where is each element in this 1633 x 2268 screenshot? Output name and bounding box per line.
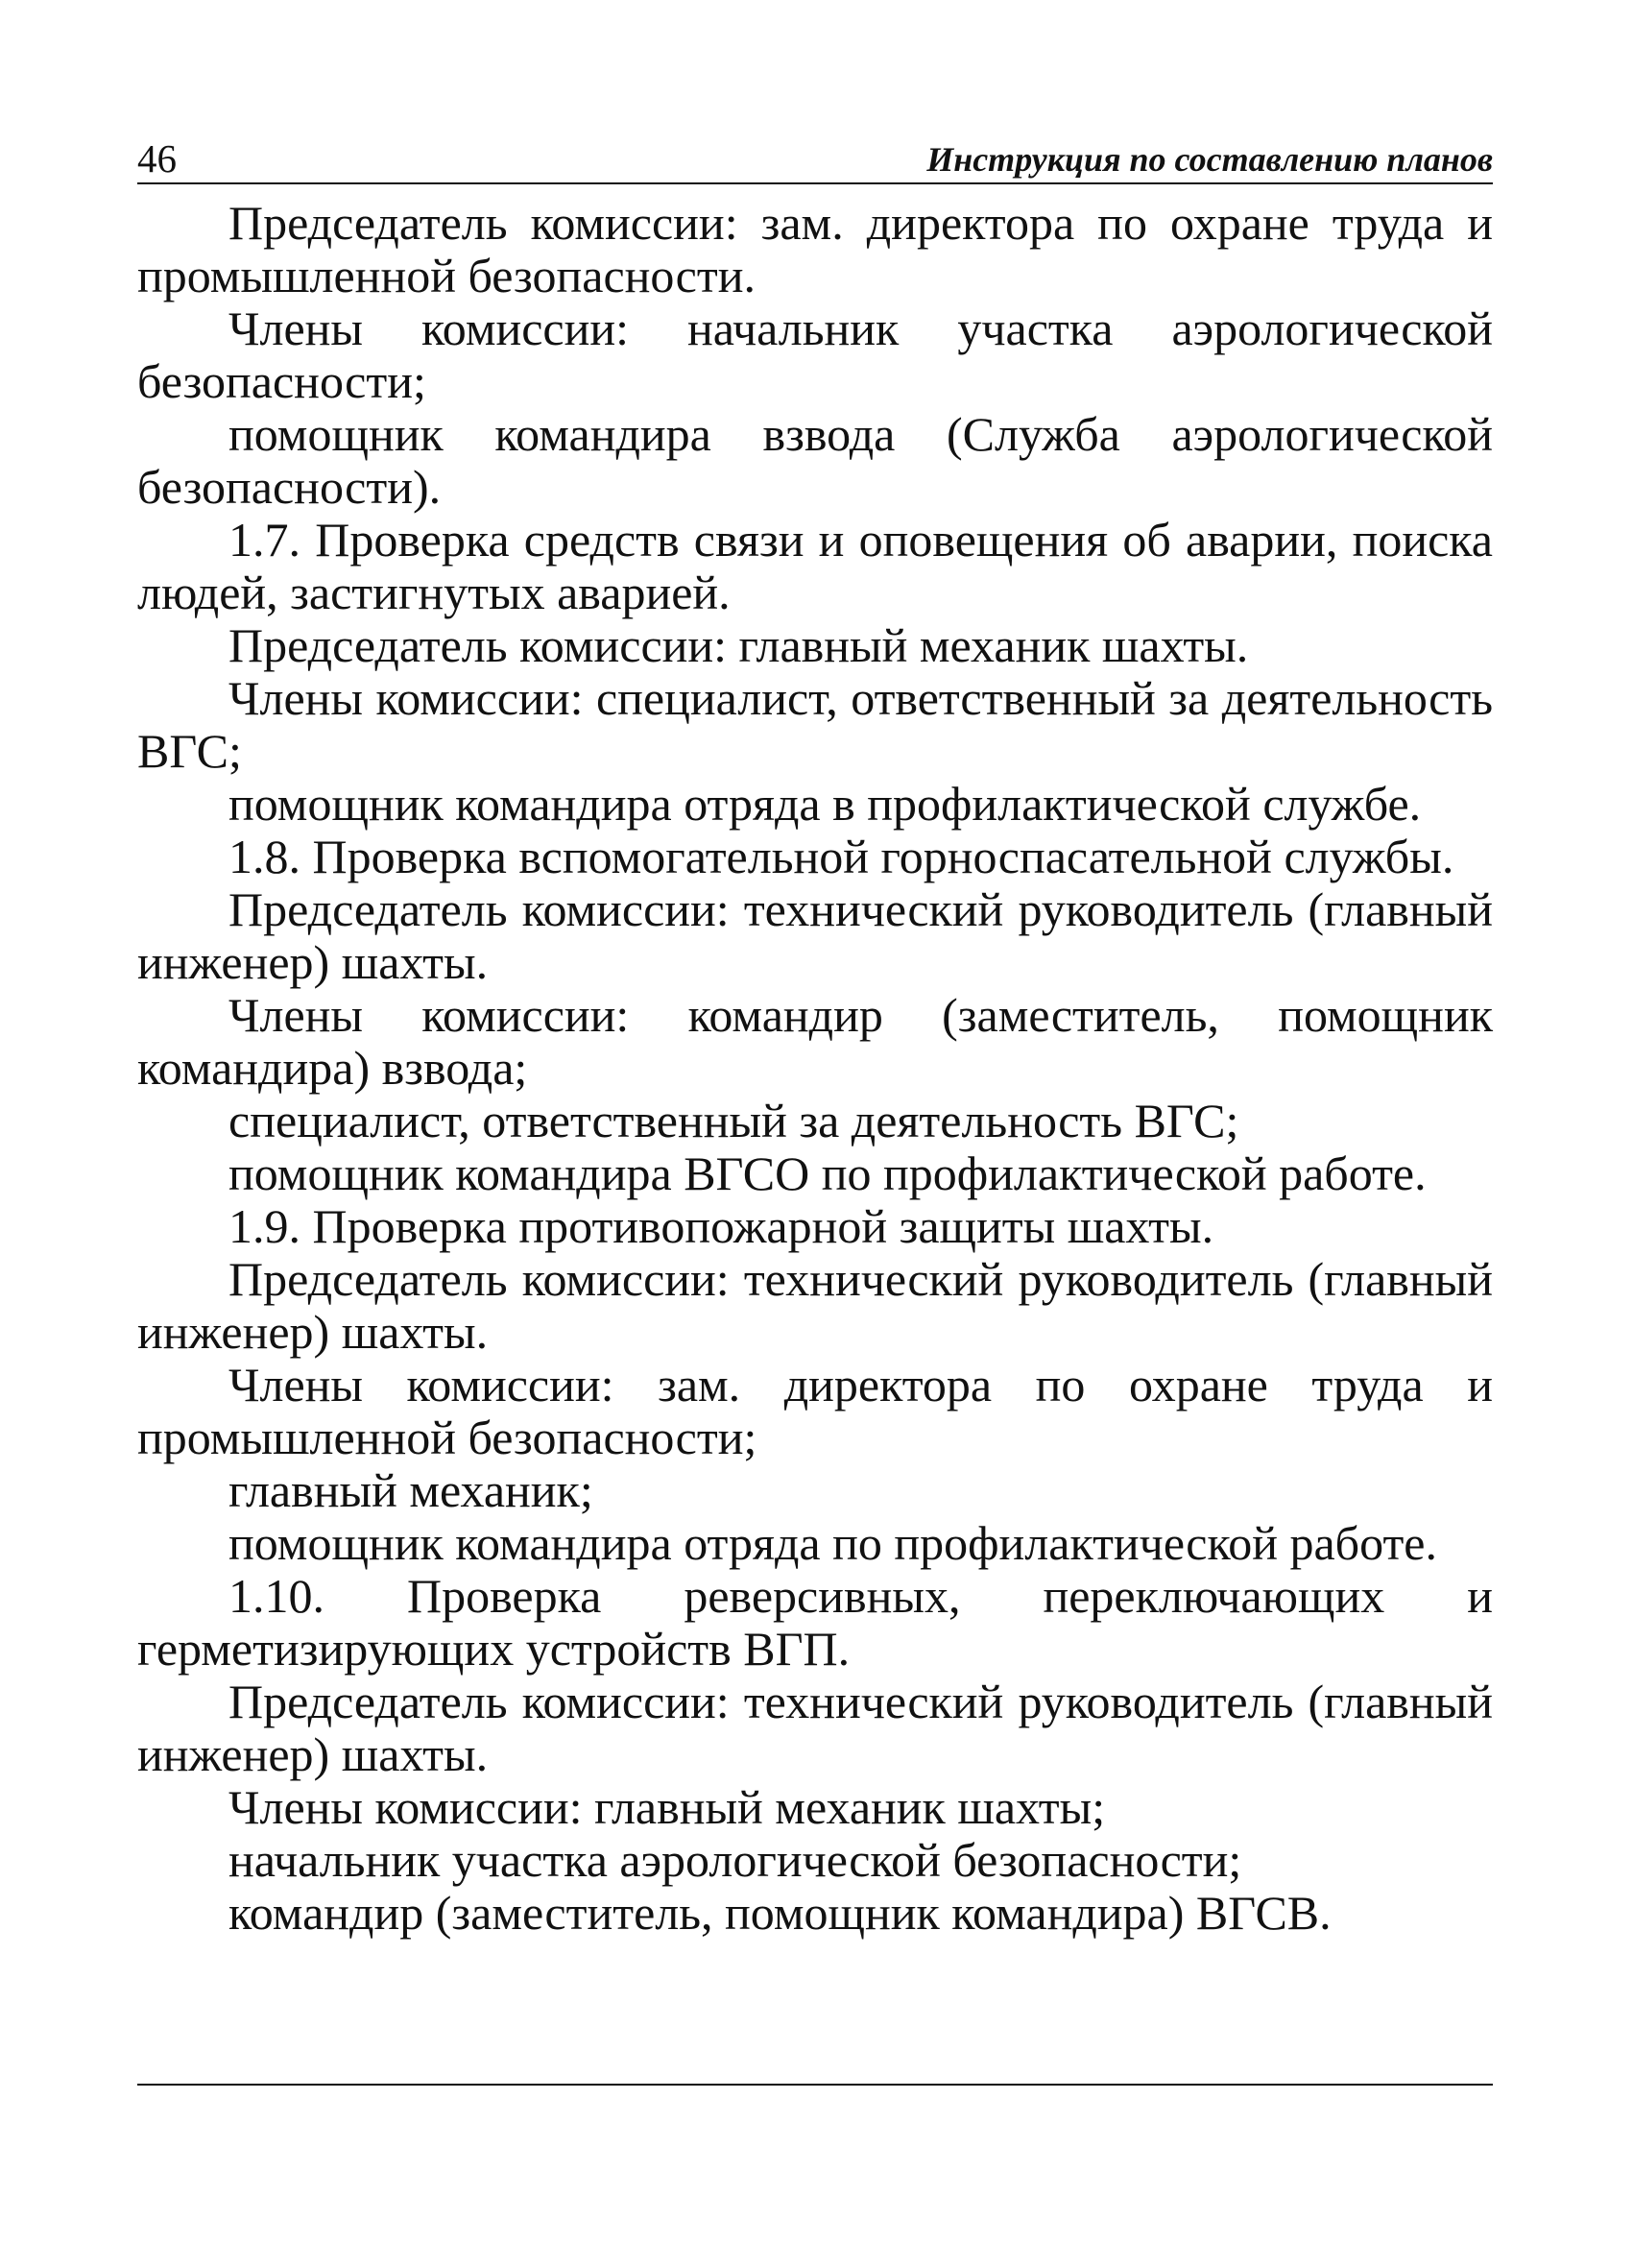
paragraph: специалист, ответственный за деятельность ВГС; [228,1094,1239,1147]
paragraph: Члены комиссии: специалист, ответственный за деятельность ВГС; [137,671,1493,778]
paragraph: Председатель комиссии: технический руководитель (главный инженер) шахты. [137,1675,1493,1781]
running-title: Инструкция по составлению планов [926,140,1493,179]
paragraph: помощник командира отряда по профилактической работе. [228,1516,1437,1570]
paragraph: Председатель комиссии: зам. директора по охране труда и промышленной безопасности. [137,196,1493,302]
paragraph: Председатель комиссии: технический руководитель (главный инженер) шахты. [137,882,1493,989]
paragraph: Председатель комиссии: главный механик шахты. [228,618,1249,672]
page-header [137,133,1493,184]
paragraph: Председатель комиссии: технический руководитель (главный инженер) шахты. [137,1252,1493,1359]
bottom-rule [137,2084,1493,2086]
page-number: 46 [137,136,177,181]
paragraph: Члены комиссии: командир (заместитель, помощник командира) взвода; [137,988,1493,1095]
paragraph: командир (заместитель, помощник командира) ВГСВ. [228,1886,1332,1940]
section-heading-1-10: 1.10. Проверка реверсивных, переключающих и герметизирующих устройств ВГП. [137,1569,1493,1676]
section-heading-1-7: 1.7. Проверка средств связи и оповещения об аварии, поиска людей, застигнутых аварией. [137,513,1493,619]
paragraph: помощник командира ВГСО по профилактической работе. [228,1146,1427,1200]
body-text [137,197,1493,1940]
paragraph: помощник командира отряда в профилактической службе. [228,777,1422,831]
paragraph: Члены комиссии: главный механик шахты; [228,1780,1106,1834]
paragraph: главный механик; [228,1463,593,1517]
paragraph: Члены комиссии: начальник участка аэрологической безопасности; [137,302,1493,408]
paragraph: Члены комиссии: зам. директора по охране труда и промышленной безопасности; [137,1358,1493,1464]
paragraph: помощник командира взвода (Служба аэрологической безопасности). [137,407,1493,514]
paragraph: начальник участка аэрологической безопасности; [228,1833,1242,1887]
section-heading-1-8: 1.8. Проверка вспомогательной горноспасательной службы. [228,830,1454,883]
section-heading-1-9: 1.9. Проверка противопожарной защиты шахты. [228,1199,1214,1253]
